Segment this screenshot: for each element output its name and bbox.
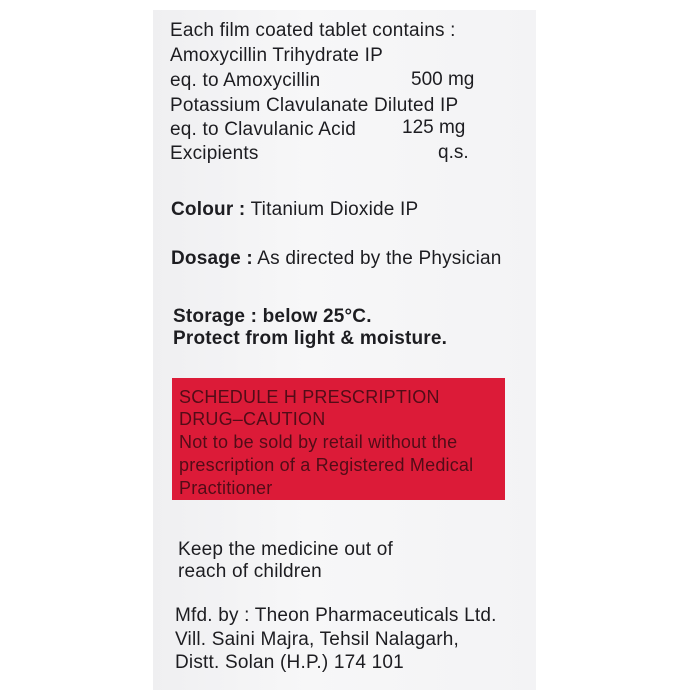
colour-value: Titanium Dioxide IP: [250, 199, 419, 220]
manufacturer-line-3: Distt. Solan (H.P.) 174 101: [175, 652, 404, 673]
composition-value-clavulanic: 125 mg: [402, 117, 466, 138]
storage-line: Storage : below 25°C.: [173, 306, 372, 327]
composition-line-excipients: Excipients: [170, 143, 259, 164]
composition-value-amoxycillin: 500 mg: [411, 69, 475, 90]
dosage-label: Dosage :: [171, 248, 253, 269]
composition-value-excipients: q.s.: [438, 142, 469, 163]
warning-line-2: DRUG–CAUTION: [179, 409, 326, 429]
composition-line-eq-amoxycillin: eq. to Amoxycillin: [170, 70, 321, 91]
protect-line: Protect from light & moisture.: [173, 328, 448, 349]
warning-line-4: prescription of a Registered Medical: [179, 455, 474, 475]
children-line-1: Keep the medicine out of: [178, 539, 393, 560]
warning-line-3: Not to be sold by retail without the: [179, 432, 458, 452]
manufacturer-line-1: Mfd. by : Theon Pharmaceuticals Ltd.: [175, 605, 497, 626]
composition-line-potassium: Potassium Clavulanate Diluted IP: [170, 95, 459, 116]
composition-line-amoxycillin: Amoxycillin Trihydrate IP: [170, 45, 384, 66]
colour-line: [171, 199, 418, 220]
manufacturer-line-2: Vill. Saini Majra, Tehsil Nalagarh,: [175, 629, 460, 650]
dosage-line: [171, 248, 502, 269]
composition-heading: Each film coated tablet contains :: [170, 20, 456, 41]
warning-line-5: Practitioner: [179, 478, 273, 498]
children-line-2: reach of children: [178, 561, 322, 582]
colour-label: Colour :: [171, 199, 246, 220]
composition-line-eq-clavulanic: eq. to Clavulanic Acid: [170, 119, 357, 140]
dosage-value: As directed by the Physician: [257, 248, 502, 269]
warning-line-1: SCHEDULE H PRESCRIPTION: [179, 387, 440, 407]
schedule-h-warning-box: [172, 378, 505, 500]
